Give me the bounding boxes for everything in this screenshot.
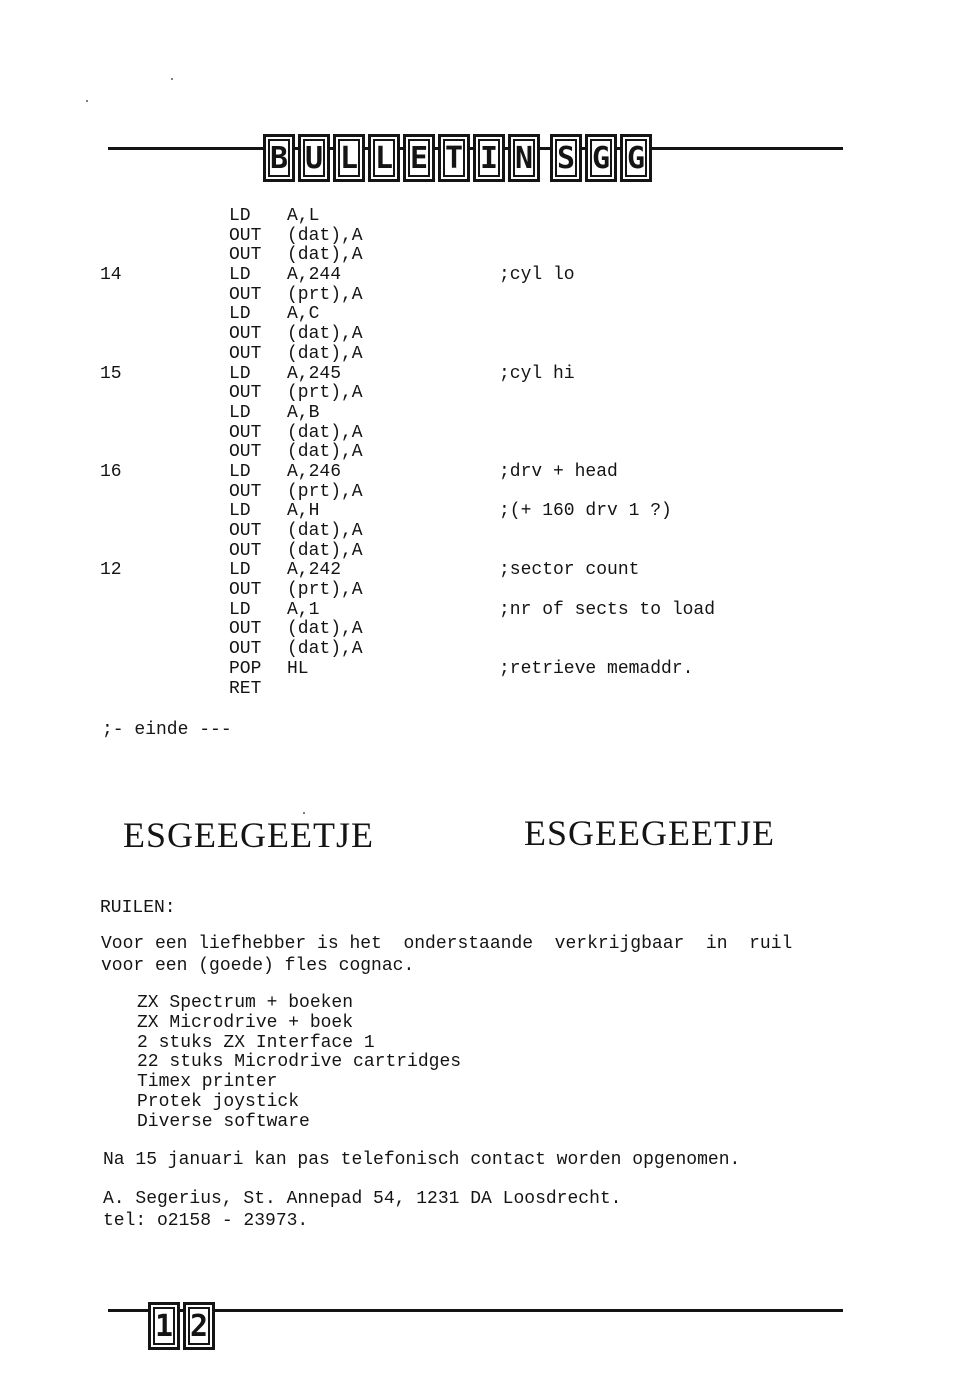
operand: A,C	[287, 304, 320, 325]
bulletin-title	[263, 134, 540, 182]
opcode: RET	[229, 678, 262, 699]
list-item: ZX Spectrum + boeken	[137, 993, 354, 1013]
operand: (dat),A	[287, 521, 363, 541]
line-number	[100, 522, 229, 542]
bulletin-title-letter: I	[473, 134, 505, 182]
code-line	[100, 207, 715, 227]
line-number	[100, 483, 229, 503]
comment: ;cyl lo	[499, 265, 575, 286]
opcode: OUT	[229, 422, 262, 443]
bulletin-title-letter: B	[263, 134, 295, 182]
operand: (dat),A	[287, 442, 363, 463]
line-number	[100, 640, 229, 660]
opcode: OUT	[229, 284, 262, 305]
code-line	[100, 640, 715, 660]
opcode: LD	[229, 599, 251, 620]
opcode: OUT	[229, 442, 262, 463]
operand: (prt),A	[287, 580, 363, 601]
sgg-title-letter: G	[585, 134, 617, 182]
code-line	[100, 601, 715, 621]
comment: ;sector count	[499, 560, 640, 581]
page-number-letter: 2	[183, 1302, 215, 1350]
line-number: 12	[100, 560, 122, 581]
line-number: 16	[100, 461, 122, 482]
code-line	[100, 365, 715, 385]
sgg-title-letter: S	[550, 134, 582, 182]
bulletin-title-letter: U	[298, 134, 330, 182]
section-label: RUILEN:	[100, 898, 176, 918]
operand: (dat),A	[287, 225, 363, 246]
line-number	[100, 404, 229, 424]
opcode: LD	[229, 402, 251, 423]
operand: A,H	[287, 501, 320, 522]
opcode: LD	[229, 501, 251, 522]
footer-rule	[108, 1309, 843, 1312]
line-number	[100, 384, 229, 404]
line-number	[100, 542, 229, 562]
operand: (prt),A	[287, 481, 363, 502]
assembly-listing	[100, 207, 715, 699]
list-item: 22 stuks Microdrive cartridges	[137, 1052, 462, 1073]
code-line	[100, 325, 715, 345]
line-number	[100, 207, 229, 227]
opcode: OUT	[229, 245, 262, 266]
opcode: LD	[229, 461, 251, 482]
list-item: ZX Microdrive + boek	[137, 1012, 354, 1033]
code-line	[100, 266, 715, 286]
code-line	[100, 581, 715, 601]
code-line	[100, 246, 715, 266]
page-number-letter: 1	[148, 1302, 180, 1350]
opcode: OUT	[229, 521, 262, 541]
opcode: OUT	[229, 580, 262, 601]
line-number: 15	[100, 363, 122, 384]
code-line	[100, 561, 715, 581]
code-line	[100, 404, 715, 424]
code-line	[100, 502, 715, 522]
opcode: LD	[229, 206, 251, 226]
code-line	[100, 443, 715, 463]
notice-text: Na 15 januari kan pas telefonisch contact worden opgenomen.	[103, 1150, 741, 1170]
comment: ;cyl hi	[499, 363, 575, 384]
line-number	[100, 325, 229, 345]
code-line	[100, 463, 715, 483]
comment: ;nr of sects to load	[499, 599, 716, 620]
bulletin-title-letter: N	[508, 134, 540, 182]
list-item: Diverse software	[137, 1111, 310, 1132]
code-line	[100, 620, 715, 640]
address-text: A. Segerius, St. Annepad 54, 1231 DA Loosdrecht.	[103, 1189, 622, 1209]
opcode: OUT	[229, 383, 262, 404]
operand: (dat),A	[287, 422, 363, 443]
opcode: OUT	[229, 540, 262, 561]
operand: A,245	[287, 363, 342, 384]
heading-left: ESGEEGEETJE	[123, 815, 374, 855]
code-line	[100, 660, 715, 680]
operand: A,244	[287, 265, 342, 286]
opcode: OUT	[229, 225, 262, 246]
operand: A,B	[287, 402, 320, 423]
code-line	[100, 522, 715, 542]
sgg-title-letter: G	[620, 134, 652, 182]
sgg-title	[550, 134, 652, 182]
paper-speck	[171, 78, 173, 80]
item-list	[137, 994, 461, 1133]
opcode: LD	[229, 560, 251, 581]
operand: (dat),A	[287, 540, 363, 561]
bulletin-title-letter: T	[438, 134, 470, 182]
bulletin-title-letter: L	[333, 134, 365, 182]
code-line	[100, 345, 715, 365]
code-line	[100, 483, 715, 503]
operand: HL	[287, 658, 309, 679]
line-number: 14	[100, 265, 122, 286]
line-number	[100, 620, 229, 640]
page-number	[148, 1302, 215, 1350]
opcode: POP	[229, 658, 262, 679]
code-line	[100, 424, 715, 444]
operand: (dat),A	[287, 639, 363, 660]
bulletin-title-letter: L	[368, 134, 400, 182]
opcode: OUT	[229, 619, 262, 640]
operand: (dat),A	[287, 324, 363, 345]
code-line	[100, 542, 715, 562]
operand: A,L	[287, 206, 320, 226]
operand: (dat),A	[287, 343, 363, 364]
intro-line-1: Voor een liefhebber is het onderstaande verkrijgbaar in ruil	[101, 934, 793, 954]
opcode: LD	[229, 265, 251, 286]
operand: A,1	[287, 599, 320, 620]
line-number	[100, 305, 229, 325]
comment: ;drv + head	[499, 461, 618, 482]
operand: (dat),A	[287, 245, 363, 266]
line-number	[100, 502, 229, 522]
line-number	[100, 660, 229, 680]
code-line	[100, 384, 715, 404]
heading-right: ESGEEGEETJE	[524, 813, 775, 853]
line-number	[100, 246, 229, 266]
bulletin-title-letter: E	[403, 134, 435, 182]
opcode: OUT	[229, 639, 262, 660]
line-number	[100, 424, 229, 444]
operand: (prt),A	[287, 383, 363, 404]
line-number	[100, 227, 229, 247]
comment: ;retrieve memaddr.	[499, 658, 694, 679]
list-item: Protek joystick	[137, 1091, 300, 1112]
line-number	[100, 443, 229, 463]
operand	[287, 680, 499, 700]
end-marker: ;- einde ---	[102, 720, 232, 740]
code-line	[100, 305, 715, 325]
operand: A,246	[287, 461, 342, 482]
comment: ;(+ 160 drv 1 ?)	[499, 501, 672, 522]
list-item: Timex printer	[137, 1072, 278, 1093]
phone-text: tel: o2158 - 23973.	[103, 1211, 309, 1231]
opcode: LD	[229, 304, 251, 325]
line-number	[100, 680, 229, 700]
opcode: OUT	[229, 343, 262, 364]
code-line	[100, 680, 715, 700]
line-number	[100, 345, 229, 365]
code-line	[100, 286, 715, 306]
operand: A,242	[287, 560, 342, 581]
code-line	[100, 227, 715, 247]
line-number	[100, 601, 229, 621]
opcode: LD	[229, 363, 251, 384]
operand: (prt),A	[287, 284, 363, 305]
paper-speck	[86, 100, 88, 102]
line-number	[100, 286, 229, 306]
operand: (dat),A	[287, 619, 363, 640]
intro-line-2: voor een (goede) fles cognac.	[101, 956, 415, 976]
list-item: 2 stuks ZX Interface 1	[137, 1032, 375, 1053]
opcode: OUT	[229, 481, 262, 502]
line-number	[100, 581, 229, 601]
opcode: OUT	[229, 324, 262, 345]
paper-speck	[303, 812, 305, 814]
